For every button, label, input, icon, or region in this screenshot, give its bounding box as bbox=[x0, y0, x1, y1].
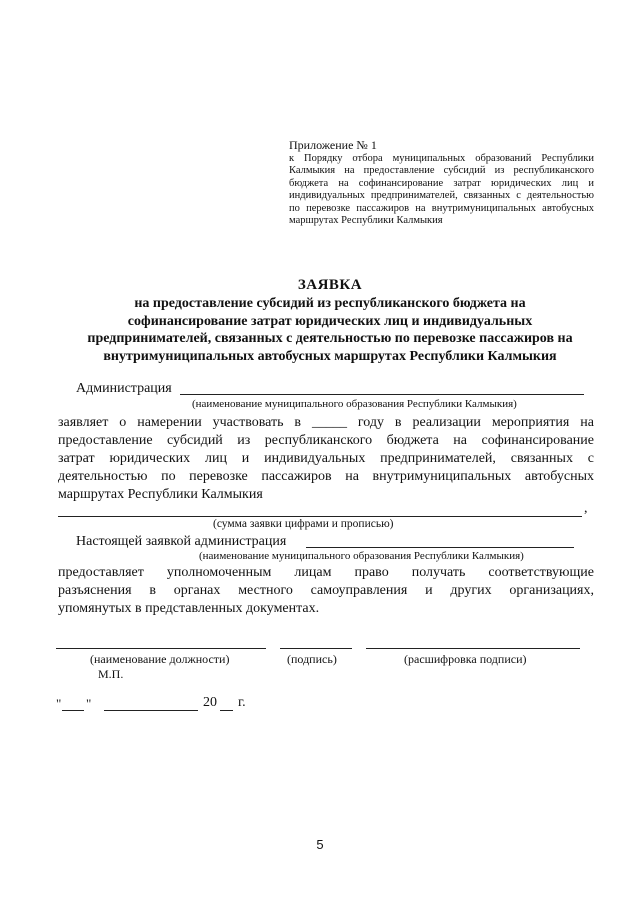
position-caption: (наименование должности) bbox=[90, 652, 230, 666]
date-year-suffix: г. bbox=[238, 695, 246, 710]
stamp-label: М.П. bbox=[98, 667, 124, 681]
application-title: ЗАЯВКА bbox=[297, 277, 363, 293]
application-sum-field[interactable] bbox=[58, 516, 582, 517]
application-title-block bbox=[50, 275, 610, 365]
sum-comma: , bbox=[584, 501, 588, 516]
appendix-text: к Порядку отбора муниципальных образований Республики Калмыкия на предоставление субсидий из республиканского бюджета на софинансирование затрат юридических лиц и индивидуальных предпринимателей, связанных с деятельностью по перевозке пассажиров на внутримуниципальных автобусных маршрутах Республики Калмыкия bbox=[289, 153, 594, 227]
date-year-prefix: 20 bbox=[203, 695, 217, 710]
position-field[interactable] bbox=[56, 648, 266, 649]
date-day-field[interactable] bbox=[62, 710, 84, 711]
signature-caption: (подпись) bbox=[287, 652, 337, 666]
title-line-2: софинансирование затрат юридических лиц и индивидуальных bbox=[127, 313, 533, 329]
appendix-block bbox=[289, 138, 594, 227]
paragraph2-line-2: разъяснения в органах местного самоуправления и других организациях, bbox=[58, 583, 594, 598]
application-by-administration-label: Настоящей заявкой администрация bbox=[76, 534, 287, 549]
title-line-3: предпринимателей, связанных с деятельностью по перевозке пассажиров на bbox=[87, 331, 573, 346]
paragraph2-line-1: предоставляет уполномоченным лицам право получать соответствующие bbox=[58, 565, 594, 580]
date-year-field[interactable] bbox=[220, 710, 233, 711]
date-quote-close: " bbox=[86, 696, 92, 711]
signature-decode-caption: (расшифровка подписи) bbox=[404, 652, 527, 666]
administration-name-field-2[interactable] bbox=[306, 547, 574, 548]
title-line-1: на предоставление субсидий из республиканского бюджета на bbox=[134, 296, 526, 311]
page-number: 5 bbox=[316, 837, 324, 852]
administration-name-field[interactable] bbox=[180, 394, 584, 395]
date-month-field[interactable] bbox=[104, 710, 198, 711]
appendix-title: Приложение № 1 bbox=[289, 138, 377, 152]
administration-caption-2: (наименование муниципального образования Республики Калмыкия) bbox=[199, 550, 524, 562]
paragraph2-line-3: упомянутых в представленных документах. bbox=[58, 601, 320, 616]
paragraph1-line-4: деятельностью по перевозке пассажиров на внутримуниципальных автобусных bbox=[58, 469, 594, 484]
title-line-4: внутримуниципальных автобусных маршрутах Республики Калмыкия bbox=[103, 348, 557, 364]
paragraph1-line-5: маршрутах Республики Калмыкия bbox=[58, 487, 263, 502]
sum-caption: (сумма заявки цифрами и прописью) bbox=[213, 518, 394, 530]
paragraph1-line-2: предоставление субсидий из республиканского бюджета на софинансирование bbox=[58, 433, 594, 448]
administration-caption: (наименование муниципального образования Республики Калмыкия) bbox=[192, 398, 517, 410]
signature-field[interactable] bbox=[280, 648, 352, 649]
paragraph1-line-3: затрат юридических лиц и индивидуальных предпринимателей, связанных с bbox=[58, 451, 594, 466]
administration-label: Администрация bbox=[76, 381, 172, 396]
signature-decode-field[interactable] bbox=[366, 648, 580, 649]
date-quote-open: " bbox=[56, 696, 62, 711]
paragraph1-line-1: заявляет о намерении участвовать в _____ году в реализации мероприятия на bbox=[58, 415, 594, 430]
